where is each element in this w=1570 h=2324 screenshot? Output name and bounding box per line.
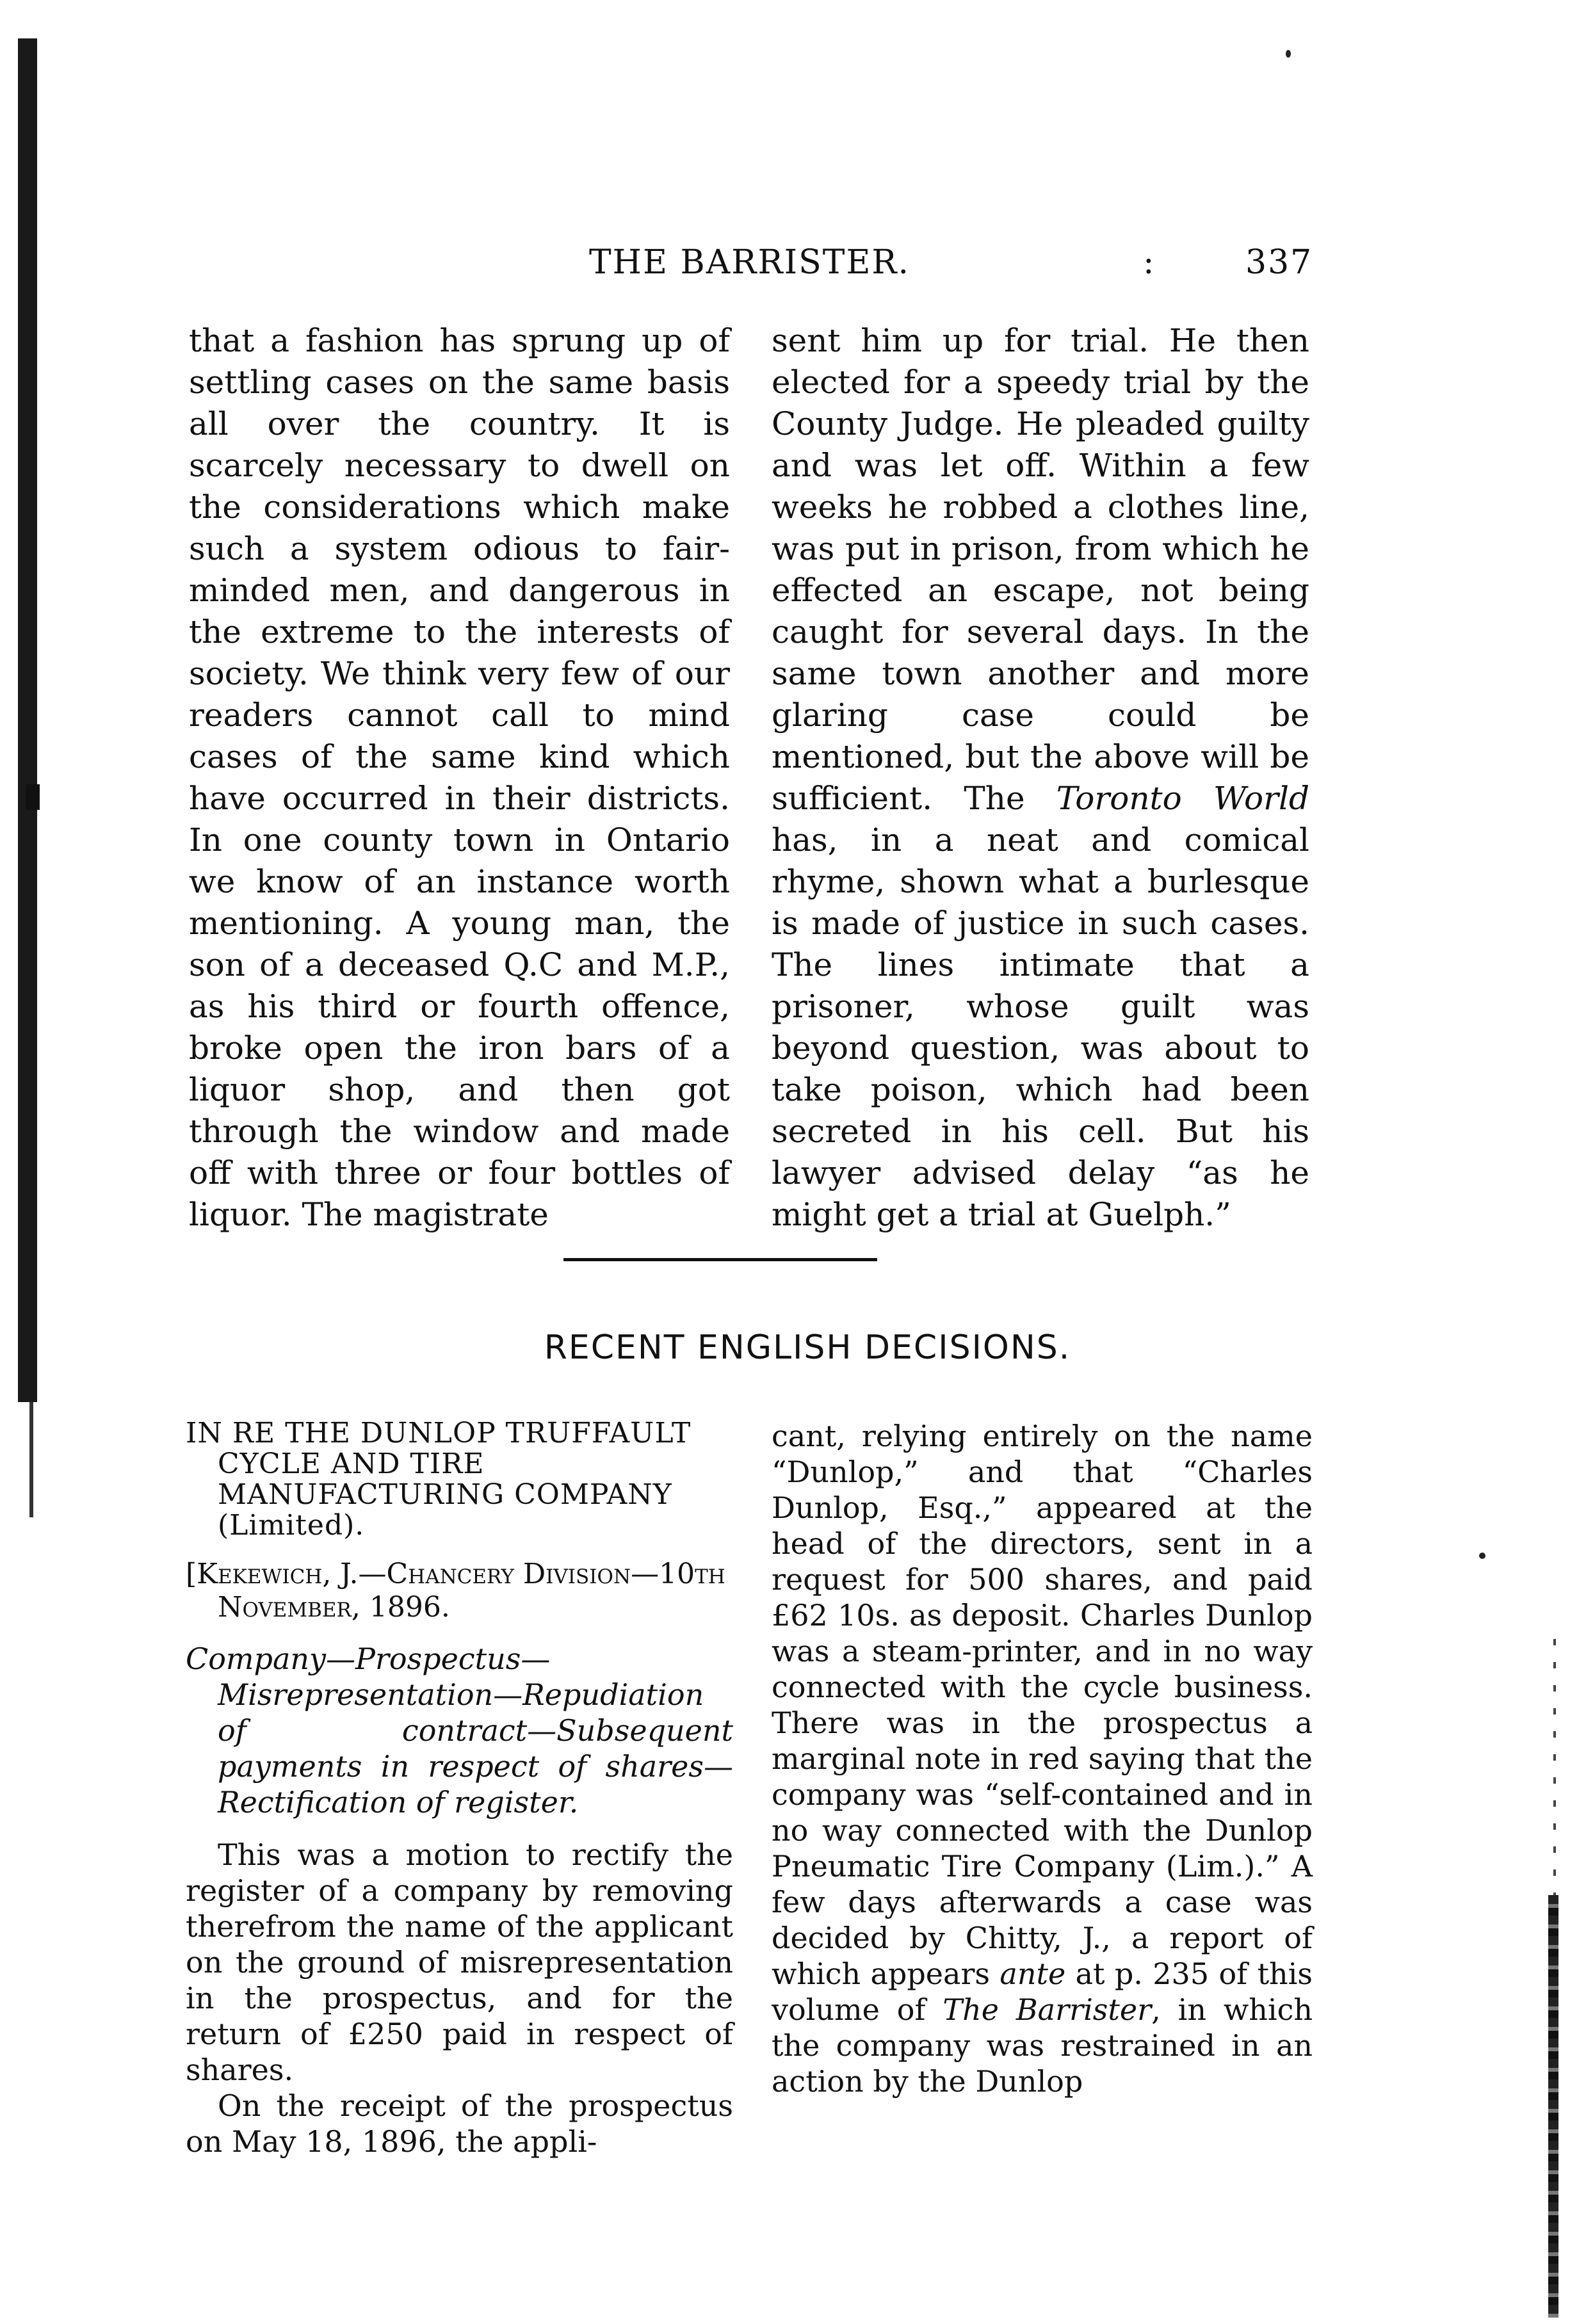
- lower-right-column: [772, 1418, 1313, 2099]
- scan-edge-shadow-left: [18, 38, 37, 1402]
- text-run: at p. 235 of this volume of: [772, 1957, 1313, 2027]
- text-run: cant, relying entirely on the name “Dunlop,” and that “Charles Dunlop, Esq.,” appeared at the head of the directors, sent in a request for 500 shares, and paid £62 10s. as deposit. Charles Dunlop was a steam-printer, and in no way connected with the cycle business. There was in the prospectus a marginal note in red saying that the company was “self-contained and in no way connected with the Dunlop Pneumatic Tire Company (Lim.).” A few days afterwards a case was decided by Chitty, J., a report of which appears: [772, 1419, 1313, 1991]
- headnote: Company—Prospectus—Misrepresentation—Repudiation of contract—Subsequent payments in respect of shares—Rectification of register.: [186, 1642, 733, 1820]
- case-title: IN RE THE DUNLOP TRUFFAULT CYCLE AND TIRE MANUFACTURING COMPANY (Limited).: [186, 1417, 692, 1542]
- scan-edge-shadow-right: [1548, 1895, 1558, 2318]
- judge-name: [Kekewich, J.: [186, 1558, 359, 1590]
- court-note: [186, 1558, 733, 1624]
- upper-right-column: [772, 320, 1309, 1236]
- running-title: THE BARRISTER.: [589, 243, 910, 282]
- paragraph: [772, 1418, 1313, 2099]
- newspaper-title: Toronto World: [1056, 780, 1309, 817]
- journal-title: The Barrister: [943, 1992, 1152, 2027]
- section-divider: [563, 1258, 877, 1261]
- text-run: has, in a neat and comical rhyme, shown what a burlesque is made of justice in such cases. The lines intimate that a prisoner, whose guilt was beyond question, was about to take poison, which had been secreted in his cell. But his lawyer advised delay “as he might get a trial at Guelph.”: [772, 821, 1309, 1233]
- paragraph: [772, 320, 1309, 1236]
- header-mark: :: [1143, 243, 1156, 282]
- paragraph: On the receipt of the prospectus on May 18, 1896, the appli-: [186, 2088, 733, 2159]
- italic-term: ante: [999, 1957, 1066, 1991]
- lower-left-column: [186, 1418, 733, 2159]
- paragraph: that a fashion has sprung up of settling cases on the same basis all over the country. It is scarcely necessary to dwell on the considerations which make such a system odious to fair-minded men, and dangerous in the extreme to the interests of society. We think very few of our readers cannot call to mind cases of the same kind which have occurred in their districts. In one county town in Ontario we know of an instance worth mentioning. A young man, the son of a deceased Q.C and M.P., as his third or fourth offence, broke open the iron bars of a liquor shop, and then got through the window and made off with three or four bottles of liquor. The magistrate: [189, 322, 730, 1233]
- text-run: sent him up for trial. He then elected for a speedy trial by the County Judge. He pleaded guilty and was let off. Within a few weeks he robbed a clothes line, was put in prison, from which he effected an escape, not being caught for several days. In the same town another and more glaring case could be mentioned, but the above will be sufficient. The: [772, 322, 1309, 817]
- section-title: RECENT ENGLISH DECISIONS.: [544, 1328, 1071, 1367]
- scan-speck: [1286, 50, 1291, 58]
- text-run: , in which the company was restrained in an action by the Dunlop: [772, 1992, 1313, 2099]
- upper-left-column: [189, 320, 730, 1236]
- scan-edge-notch: [26, 784, 40, 810]
- court-date: —Chancery Division—10th November, 1896.: [218, 1558, 725, 1624]
- scan-edge-line-left: [29, 1402, 33, 1517]
- page-number: 337: [1245, 243, 1313, 282]
- scan-speck: [1479, 1553, 1485, 1559]
- scan-edge-ticks-right: [1553, 1639, 1556, 1895]
- paragraph: This was a motion to rectify the register of a company by removing therefrom the name of the applicant on the ground of misrepresentation in the prospectus, and for the return of £250 paid in respect of shares.: [186, 1837, 733, 2087]
